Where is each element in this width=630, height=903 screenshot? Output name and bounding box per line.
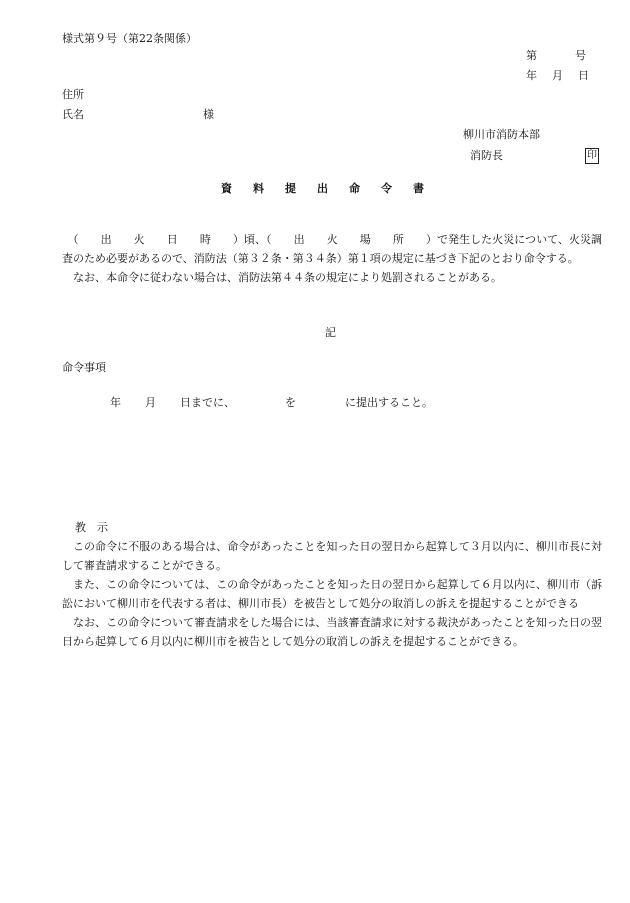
issuer-title: 消防長 [470,149,503,162]
document-title: 資料提出命令書 [221,182,445,195]
name-label: 氏名 [62,108,84,121]
notice-paragraph-1: この命令に不服のある場合は、命令があったことを知った日の翌日から起算して３月以内に、柳川市長に対して審査請求することができる。 [62,540,602,572]
order-wo: を [285,396,296,409]
order-heading: 命令事項 [62,361,106,374]
notice-paragraph-2: また、この命令については、この命令があったことを知った日の翌日から起算して６月以内に、柳川市（訴訟において柳川市を代表する者は、柳川市長）を被告として処分の取消しの訴えを提起することができる [62,578,602,610]
body-paragraph-2: なお、本命令に従わない場合は、消防法第４４条の規定により処罰されることがある。 [73,271,502,284]
address-label: 住所 [62,88,84,101]
notice-heading: 教 示 [75,521,108,534]
issuer-org: 柳川市消防本部 [463,128,540,141]
document-number-prefix: 第 [526,49,537,62]
order-year: 年 [110,396,121,409]
order-month: 月 [145,396,156,409]
notice-paragraph-3: なお、この命令について審査請求をした場合には、当該審査請求に対する裁決があったことを知った日の翌日から起算して６月以内に柳川市を被告として処分の取消しの訴えを提起することができる。 [62,616,602,648]
order-submit: に提出すること。 [345,396,433,409]
order-day-until: 日までに、 [180,396,235,409]
body-text [62,230,602,287]
seal-mark: 印 [585,148,599,164]
document-number-suffix: 号 [575,49,586,62]
form-label: 様式第９号（第22条関係） [62,32,197,45]
honorific: 様 [203,108,214,121]
ki-label: 記 [325,326,336,339]
issue-date: 年 月 日 [526,69,591,82]
notice-text [62,537,602,651]
body-paragraph-1: （ 出 火 日 時 ）頃、（ 出 火 場 所 ）で発生した火災について、火災調査のため必要があるので、消防法（第３２条・第３４条）第１項の規定に基づき下記のとおり命令する。 [62,233,602,265]
